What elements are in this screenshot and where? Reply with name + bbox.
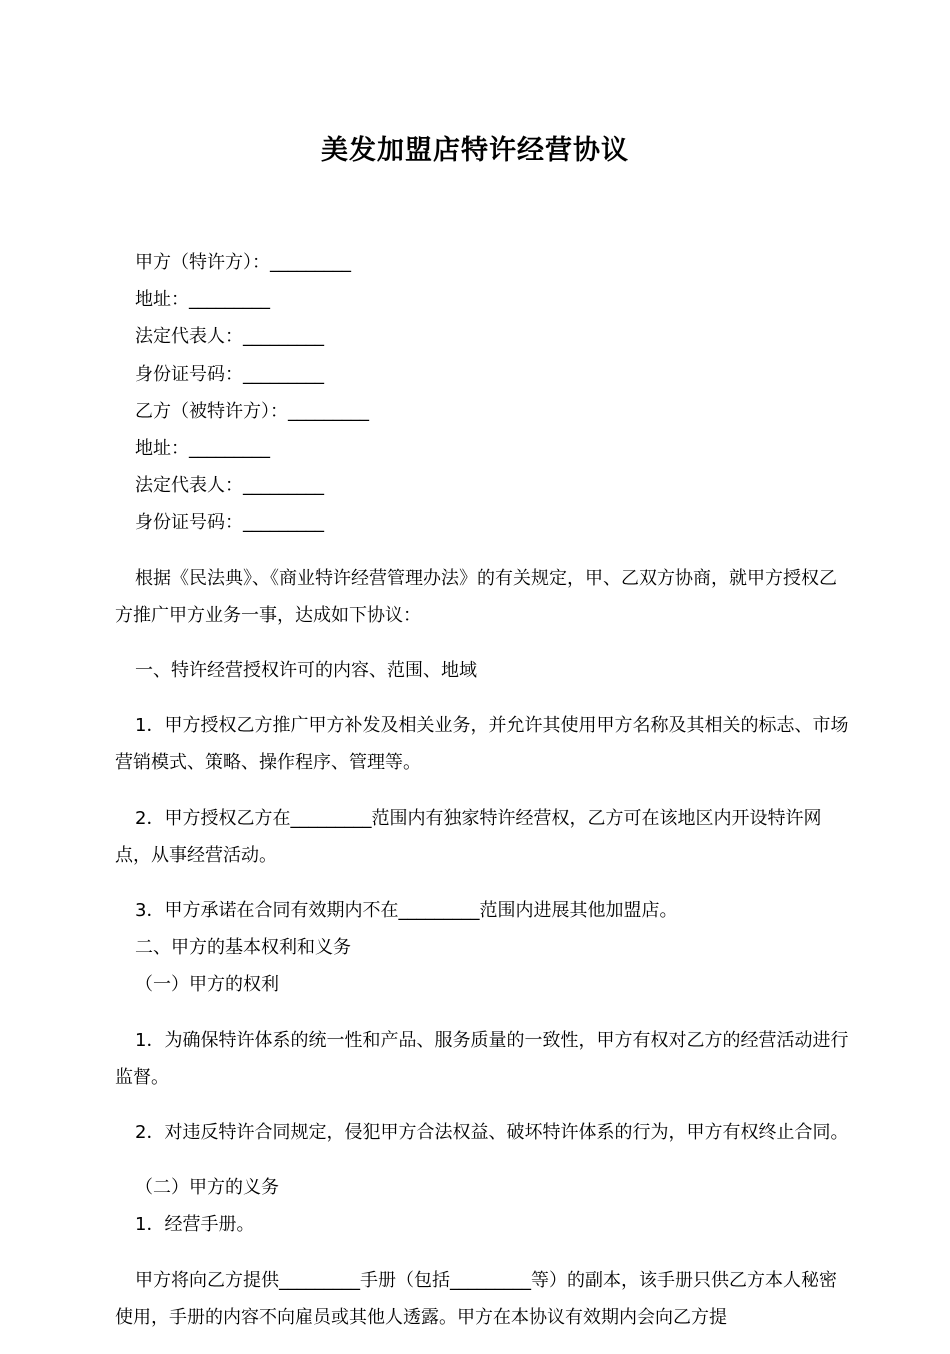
- section-2-rights-item-2: 2．对违反特许合同规定，侵犯甲方合法权益、破坏特许体系的行为，甲方有权终止合同。: [135, 1122, 849, 1144]
- section-2-subheading-obligations: （二）甲方的义务: [135, 1177, 279, 1199]
- party-b-address-line: 地址：_________: [135, 438, 270, 460]
- party-a-name-line: 甲方（特许方）：_________: [135, 252, 351, 273]
- document-title: 美发加盟店特许经营协议: [321, 135, 629, 166]
- section-1-heading: 一、特许经营授权许可的内容、范围、地域: [135, 660, 477, 682]
- preamble-paragraph: 根据《民法典》、《商业特许经营管理办法》的有关规定，甲、乙双方协商，就甲方授权乙方推广甲方业务一事，达成如下协议：: [115, 567, 837, 626]
- party-a-id-line: 身份证号码：_________: [135, 363, 324, 385]
- section-2-heading: 二、甲方的基本权利和义务: [135, 937, 351, 959]
- section-1-item-1: 1．甲方授权乙方推广甲方补发及相关业务，并允许其使用甲方名称及其相关的标志、市场营销模式、策略、操作程序、管理等。: [115, 715, 849, 774]
- document-body: [115, 244, 850, 1354]
- section-2-obligations-paragraph: 甲方将向乙方提供_________手册（包括_________等）的副本，该手册只供乙方本人秘密使用，手册的内容不向雇员或其他人透露。甲方在本协议有效期内会向乙方提: [115, 1269, 837, 1328]
- party-b-name-line: 乙方（被特许方）：_________: [135, 400, 369, 422]
- section-2-subheading-rights: （一）甲方的权利: [135, 974, 279, 996]
- party-a-representative-line: 法定代表人：_________: [135, 326, 324, 348]
- section-2-rights-item-1: 1．为确保特许体系的统一性和产品、服务质量的一致性，甲方有权对乙方的经营活动进行监督。: [115, 1029, 849, 1088]
- section-2-obligations-item-1: 1．经营手册。: [135, 1214, 255, 1236]
- section-1-item-2: 2．甲方授权乙方在_________范围内有独家特许经营权，乙方可在该地区内开设特许网点，从事经营活动。: [115, 807, 822, 866]
- party-a-address-line: 地址：_________: [135, 289, 270, 311]
- party-b-id-line: 身份证号码：_________: [135, 512, 324, 534]
- section-1-item-3: 3．甲方承诺在合同有效期内不在_________范围内进展其他加盟店。: [135, 900, 678, 922]
- party-b-representative-line: 法定代表人：_________: [135, 475, 324, 497]
